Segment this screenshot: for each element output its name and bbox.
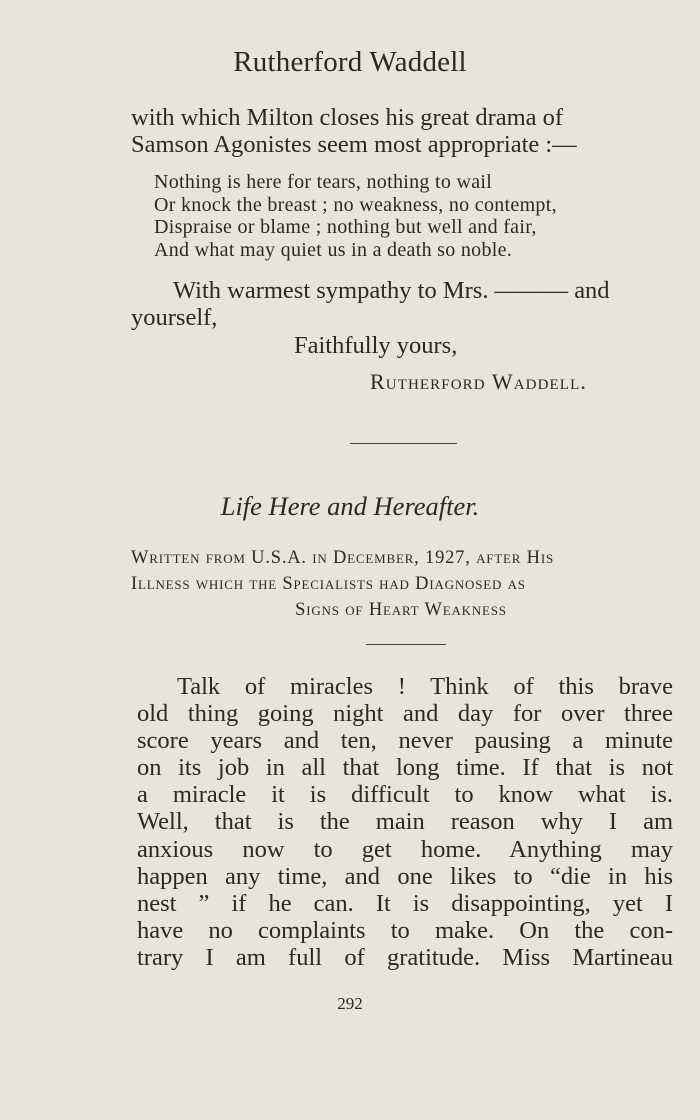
poem-quotation xyxy=(154,171,557,261)
section-title: Life Here and Hereafter. xyxy=(220,491,480,521)
body-line-8: happen any time, and one likes to “die in his xyxy=(137,862,673,890)
section-divider xyxy=(350,443,457,444)
intro-paragraph xyxy=(131,104,669,158)
sympathy-paragraph xyxy=(131,277,669,331)
poem-line-4: And what may quiet us in a death so noble. xyxy=(154,238,513,261)
sympathy-line-2: yourself, xyxy=(131,304,218,331)
intro-line-1: with which Milton closes his great drama of xyxy=(131,104,564,131)
letter-closing: Faithfully yours, xyxy=(294,332,458,359)
sympathy-line-1: With warmest sympathy to Mrs. ——— and xyxy=(173,277,610,304)
body-line-6: Well, that is the main reason why I am xyxy=(137,808,673,836)
running-header: Rutherford Waddell xyxy=(233,46,467,78)
poem-line-2: Or knock the breast ; no weakness, no contempt, xyxy=(154,193,557,216)
body-line-11: trary I am full of gratitude. Miss Martineau xyxy=(137,943,673,971)
intro-line-2: Samson Agonistes seem most appropriate :— xyxy=(131,131,577,158)
subtitle-divider xyxy=(366,644,446,645)
subtitle-line-1: Written from U.S.A. in December, 1927, after His xyxy=(131,548,554,568)
body-line-3: score years and ten, never pausing a minute xyxy=(137,727,673,755)
poem-line-3: Dispraise or blame ; nothing but well and fair, xyxy=(154,216,537,238)
body-line-2: old thing going night and day for over three xyxy=(137,700,673,728)
subtitle-line-3: Signs of Heart Weakness xyxy=(295,600,507,620)
letter-signature: Rutherford Waddell. xyxy=(370,369,587,394)
body-paragraph xyxy=(137,673,673,971)
section-subtitle xyxy=(131,545,671,623)
body-line-5: a miracle it is difficult to know what is. xyxy=(137,781,673,809)
subtitle-line-2: Illness which the Specialists had Diagnosed as xyxy=(131,574,526,594)
body-line-1: Talk of miracles ! Think of this brave xyxy=(177,673,673,700)
page-number: 292 xyxy=(337,994,363,1013)
body-line-7: anxious now to get home. Anything may xyxy=(137,835,673,863)
body-line-10: have no complaints to make. On the con- xyxy=(137,916,673,944)
body-line-9: nest ” if he can. It is disappointing, yet I xyxy=(137,889,673,917)
body-line-4: on its job in all that long time. If that is not xyxy=(137,754,673,782)
poem-line-1: Nothing is here for tears, nothing to wail xyxy=(154,171,493,193)
